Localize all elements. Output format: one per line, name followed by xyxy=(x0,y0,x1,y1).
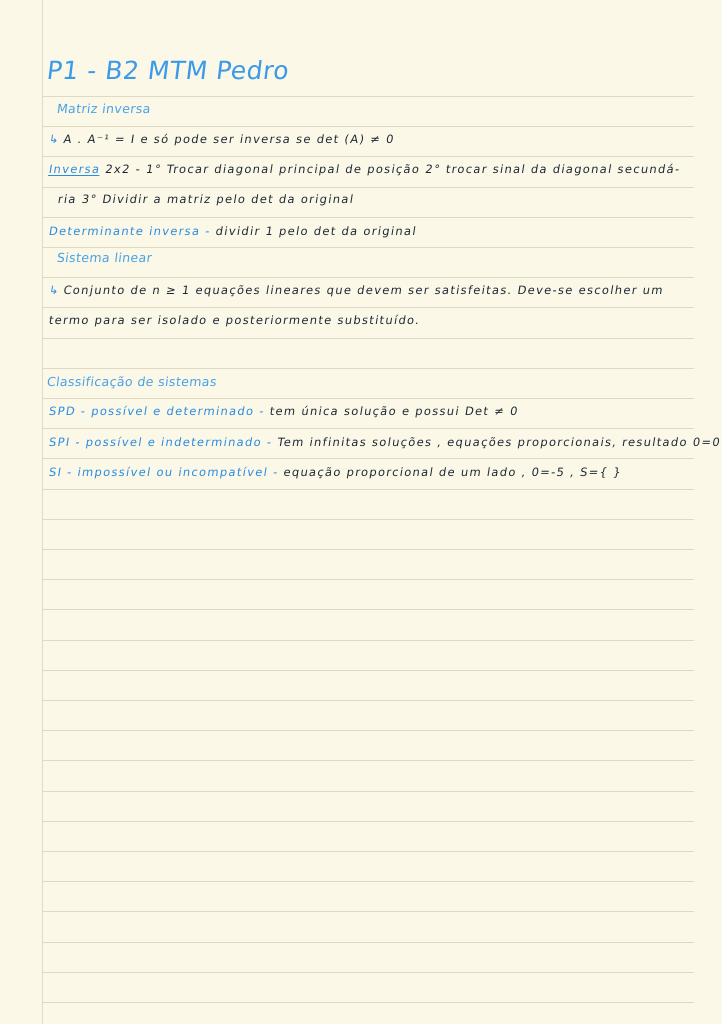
arrow-icon: ↳ xyxy=(47,132,60,146)
section-heading-classificacao-de-sistemas: Classificação de sistemas xyxy=(46,374,218,389)
note-line: Inversa 2x2 - 1° Trocar diagonal principal de posição 2° trocar sinal da diagonal secundá- xyxy=(47,162,682,176)
note-line: ria 3° Dividir a matriz pelo det da original xyxy=(56,192,356,206)
note-line: ↳ Conjunto de n ≥ 1 equações lineares que devem ser satisfeitas. Deve-se escolher um xyxy=(47,283,666,297)
note-line: termo para ser isolado e posteriormente substituído. xyxy=(47,313,422,327)
page-title: P1 - B2 MTM Pedro xyxy=(45,56,291,85)
note-line: SPD - possível e determinado - tem única solução e possui Det ≠ 0 xyxy=(47,404,520,418)
section-heading-matriz-inversa: Matriz inversa xyxy=(56,101,152,116)
section-heading-sistema-linear: Sistema linear xyxy=(56,250,154,265)
note-line: Determinante inversa - dividir 1 pelo det da original xyxy=(47,224,419,238)
note-line: ↳ A . A⁻¹ = I e só pode ser inversa se det (A) ≠ 0 xyxy=(47,132,396,146)
arrow-icon: ↳ xyxy=(47,283,60,297)
note-line: SI - impossível ou incompatível - equação proporcional de um lado , 0=-5 , S={ } xyxy=(47,465,623,479)
note-line: SPI - possível e indeterminado - Tem infinitas soluções , equações proporcionais, resultado 0=0 xyxy=(47,435,722,449)
